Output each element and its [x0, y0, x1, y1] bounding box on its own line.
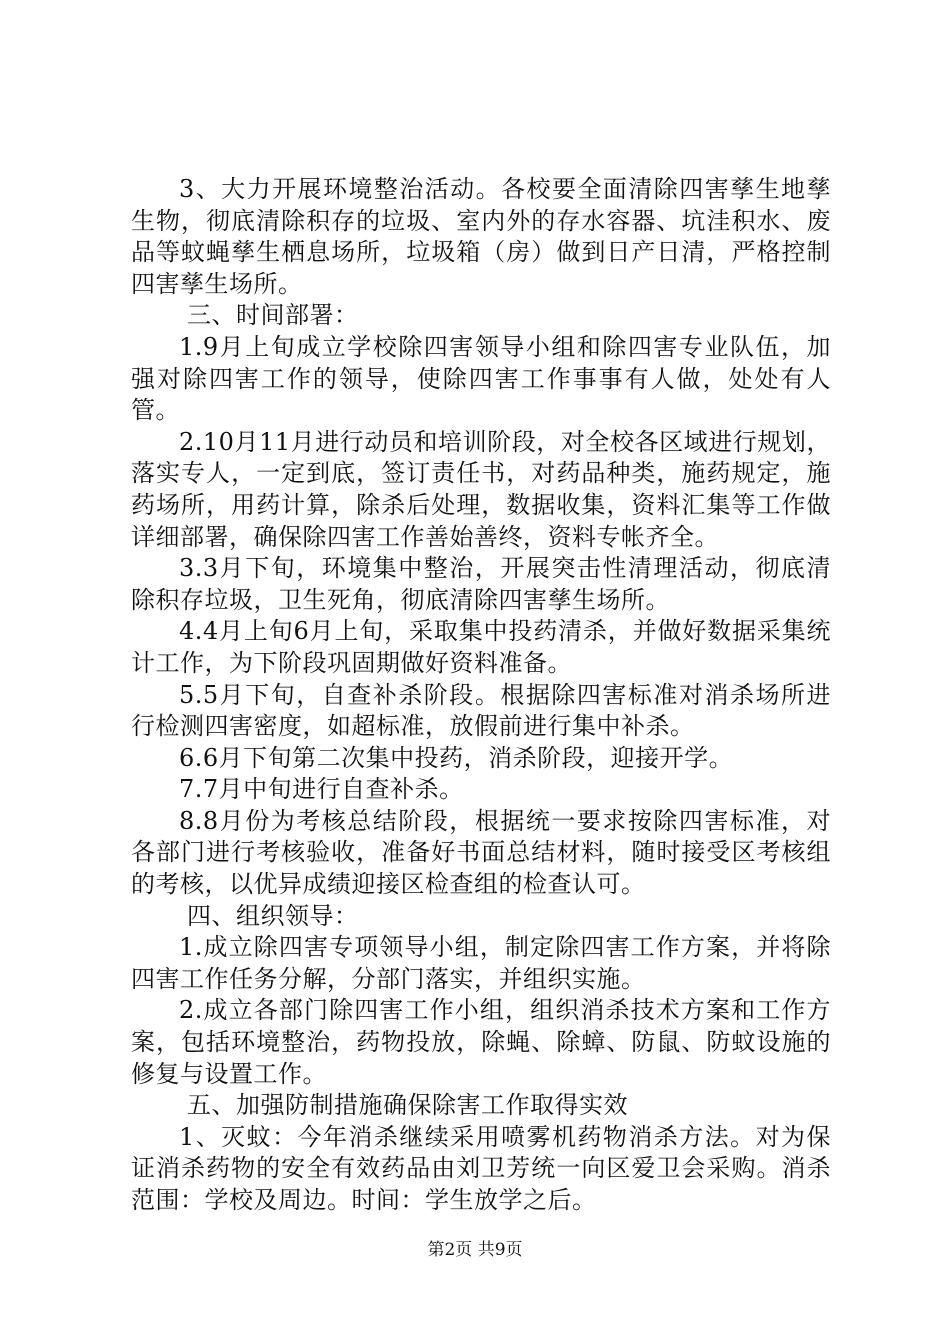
paragraph-organization-item-2: 2.成立各部门除四害工作小组，组织消杀技术方案和工作方案，包括环境整治，药物投放，除蝇、除蟑、防鼠、防蚊设施的修复与设置工作。 [131, 996, 831, 1088]
paragraph-schedule-item-3: 3.3月下旬，环境集中整治，开展突击性清理活动，彻底清除积存垃圾，卫生死角，彻底清除四害孳生场所。 [131, 554, 831, 614]
paragraph-schedule-item-1: 1.9月上旬成立学校除四害领导小组和除四害专业队伍，加强对除四害工作的领导，使除四害工作事事有人做，处处有人管。 [131, 332, 831, 425]
paragraph-schedule-item-2: 2.10月11月进行动员和培训阶段，对全校各区域进行规划，落实专人，一定到底，签订责任书，对药品种类，施药规定，施药场所，用药计算，除杀后处理，数据收集，资料汇集等工作做详细部署，确保除四害工作善始善终，资料专帐齐全。 [131, 427, 831, 551]
document-body [131, 174, 831, 1217]
section-heading-prevention-measures: 五、加强防制措施确保除害工作取得实效 [187, 1091, 628, 1120]
section-heading-organization: 四、组织领导： [187, 901, 359, 930]
paragraph-schedule-item-5: 5.5月下旬，自查补杀阶段。根据除四害标准对消杀场所进行检测四害密度，如超标准，放假前进行集中补杀。 [131, 680, 831, 741]
paragraph-schedule-item-6: 6.6月下旬第二次集中投药，消杀阶段，迎接开学。 [179, 743, 734, 772]
paragraph-environment-rectification: 3、大力开展环境整治活动。各校要全面清除四害孳生地孳生物，彻底清除积存的垃圾、室内外的存水容器、坑洼积水、废品等蚊蝇孳生栖息场所，垃圾箱（房）做到日产日清，严格控制四害孳生场所。 [131, 175, 831, 298]
paragraph-schedule-item-4: 4.4月上旬6月上旬，采取集中投药清杀，并做好数据采集统计工作，为下阶段巩固期做好资料准备。 [131, 617, 831, 677]
paragraph-organization-item-1: 1.成立除四害专项领导小组，制定除四害工作方案，并将除四害工作任务分解，分部门落实，并组织实施。 [131, 933, 831, 993]
page-total: 共9页 [477, 1240, 523, 1260]
section-heading-time-schedule: 三、时间部署： [187, 301, 359, 330]
page-number: 第2页 [427, 1240, 473, 1260]
paragraph-schedule-item-8: 8.8月份为考核总结阶段，根据统一要求按除四害标准，对各部门进行考核验收，准备好书面总结材料，随时接受区考核组的考核，以优异成绩迎接区检查组的检查认可。 [131, 806, 831, 899]
paragraph-schedule-item-7: 7.7月中旬进行自查补杀。 [179, 775, 464, 804]
page-footer [0, 1240, 950, 1260]
paragraph-mosquito-control: 1、灭蚊：今年消杀继续采用喷雾机药物消杀方法。对为保证消杀药物的安全有效药品由刘卫芳统一向区爱卫会采购。消杀范围：学校及周边。时间：学生放学之后。 [131, 1122, 831, 1214]
